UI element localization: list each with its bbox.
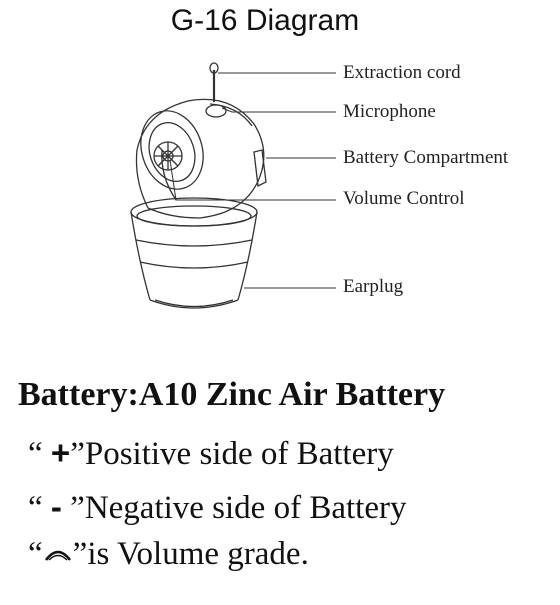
quote-close: ”	[72, 536, 88, 572]
positive-text: Positive side of Battery	[84, 436, 394, 472]
volume-arc-icon	[43, 538, 73, 575]
diagram-title: G-16 Diagram	[170, 4, 360, 37]
volume-text: is Volume grade.	[87, 536, 309, 572]
plus-symbol: +	[50, 434, 71, 471]
label-microphone: Microphone	[343, 101, 436, 122]
label-battery-compartment: Battery Compartment	[343, 147, 509, 168]
quote-open: “	[28, 436, 43, 472]
volume-note	[28, 536, 309, 575]
label-earplug: Earplug	[343, 276, 404, 297]
positive-note	[28, 434, 394, 473]
battery-heading: Battery:A10 Zinc Air Battery	[18, 376, 446, 413]
negative-note	[28, 488, 406, 527]
quote-open: “	[28, 490, 43, 526]
label-volume-control: Volume Control	[343, 188, 465, 209]
label-extraction-cord: Extraction cord	[343, 62, 461, 83]
quote-close: ”	[70, 490, 85, 526]
microphone-port	[206, 105, 226, 117]
earplug-cup	[131, 198, 257, 308]
extraction-cord	[210, 63, 218, 102]
minus-symbol: -	[50, 488, 62, 525]
faceplate	[131, 103, 213, 198]
quote-close: ”	[70, 436, 85, 472]
quote-open: “	[28, 536, 43, 572]
negative-text: Negative side of Battery	[84, 490, 407, 526]
